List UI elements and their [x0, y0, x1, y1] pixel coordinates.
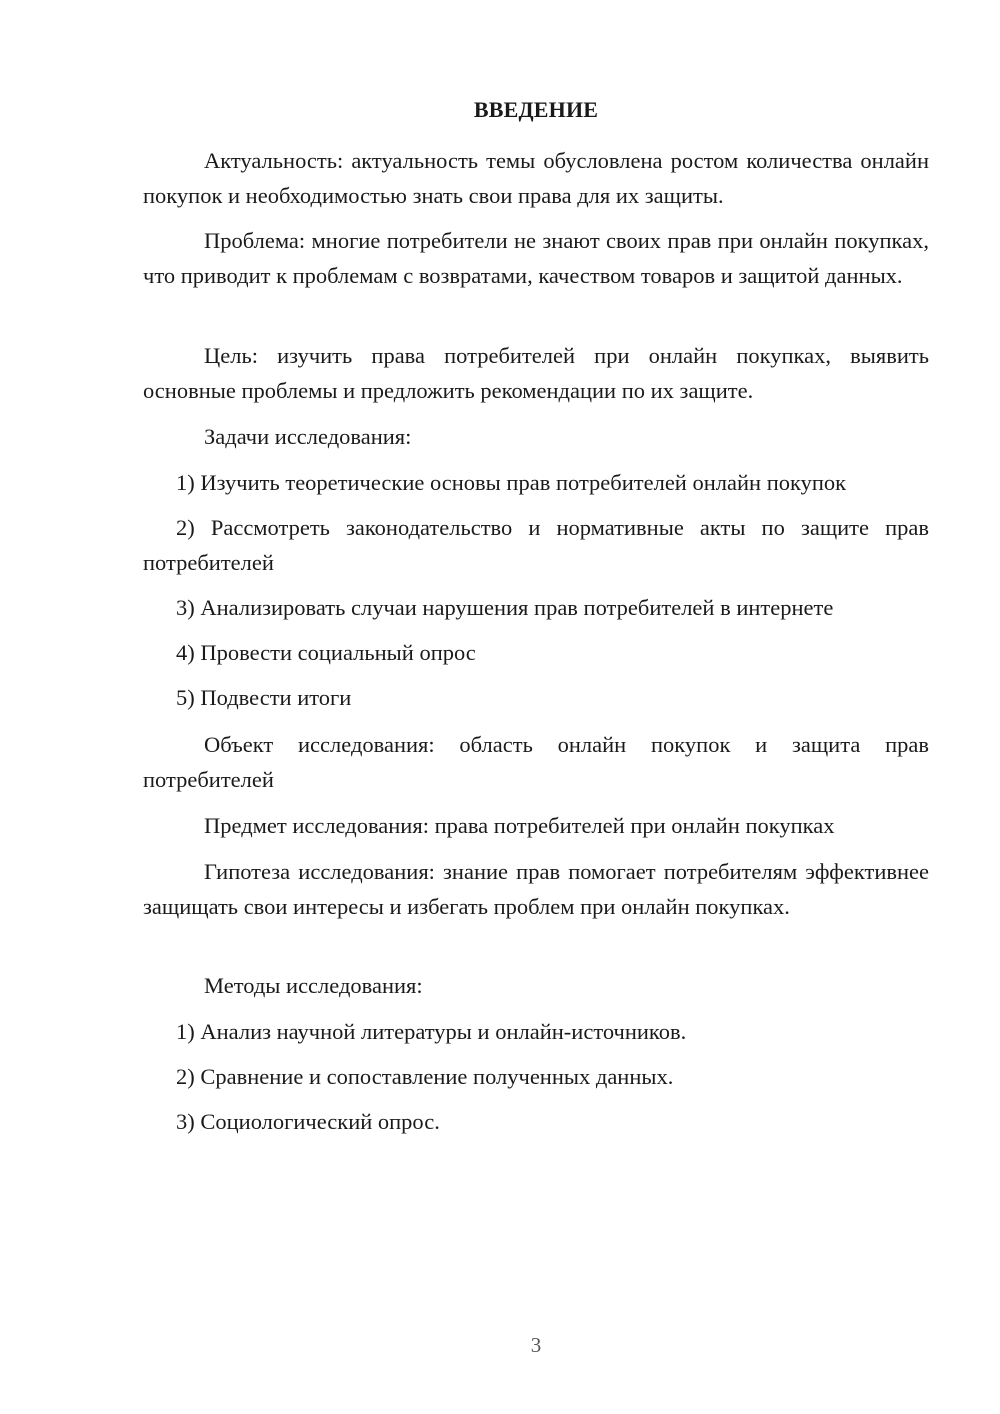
subject-paragraph: Предмет исследования: права потребителей при онлайн покупках: [204, 813, 835, 838]
section-heading: ВВЕДЕНИЕ: [473, 97, 599, 122]
methods-title: Методы исследования:: [204, 973, 423, 998]
problem-paragraph: Проблема: многие потребители не знают своих прав при онлайн покупках, что приводит к проблемам с возвратами, качеством товаров и защитой данных.: [143, 228, 929, 288]
page-number: 3: [530, 1333, 542, 1357]
task-item: 2) Рассмотреть законодательство и нормативные акты по защите прав потребителей: [143, 515, 929, 575]
tasks-title: Задачи исследования:: [204, 424, 412, 449]
method-item: 2) Сравнение и сопоставление полученных данных.: [176, 1064, 674, 1089]
task-item: 1) Изучить теоретические основы прав потребителей онлайн покупок: [176, 470, 847, 495]
object-paragraph: Объект исследования: область онлайн покупок и защита прав потребителей: [143, 732, 929, 792]
method-item: 1) Анализ научной литературы и онлайн-источников.: [176, 1019, 687, 1044]
goal-paragraph: Цель: изучить права потребителей при онлайн покупках, выявить основные проблемы и предложить рекомендации по их защите.: [143, 343, 929, 403]
task-item: 3) Анализировать случаи нарушения прав потребителей в интернете: [176, 595, 834, 620]
relevance-paragraph: Актуальность: актуальность темы обусловлена ростом количества онлайн покупок и необходимостью знать свои права для их защиты.: [143, 148, 929, 208]
task-item: 5) Подвести итоги: [176, 685, 352, 710]
task-item: 4) Провести социальный опрос: [176, 640, 476, 665]
hypothesis-paragraph: Гипотеза исследования: знание прав помогает потребителям эффективнее защищать свои интересы и избегать проблем при онлайн покупках.: [143, 859, 929, 919]
method-item: 3) Социологический опрос.: [176, 1109, 440, 1134]
